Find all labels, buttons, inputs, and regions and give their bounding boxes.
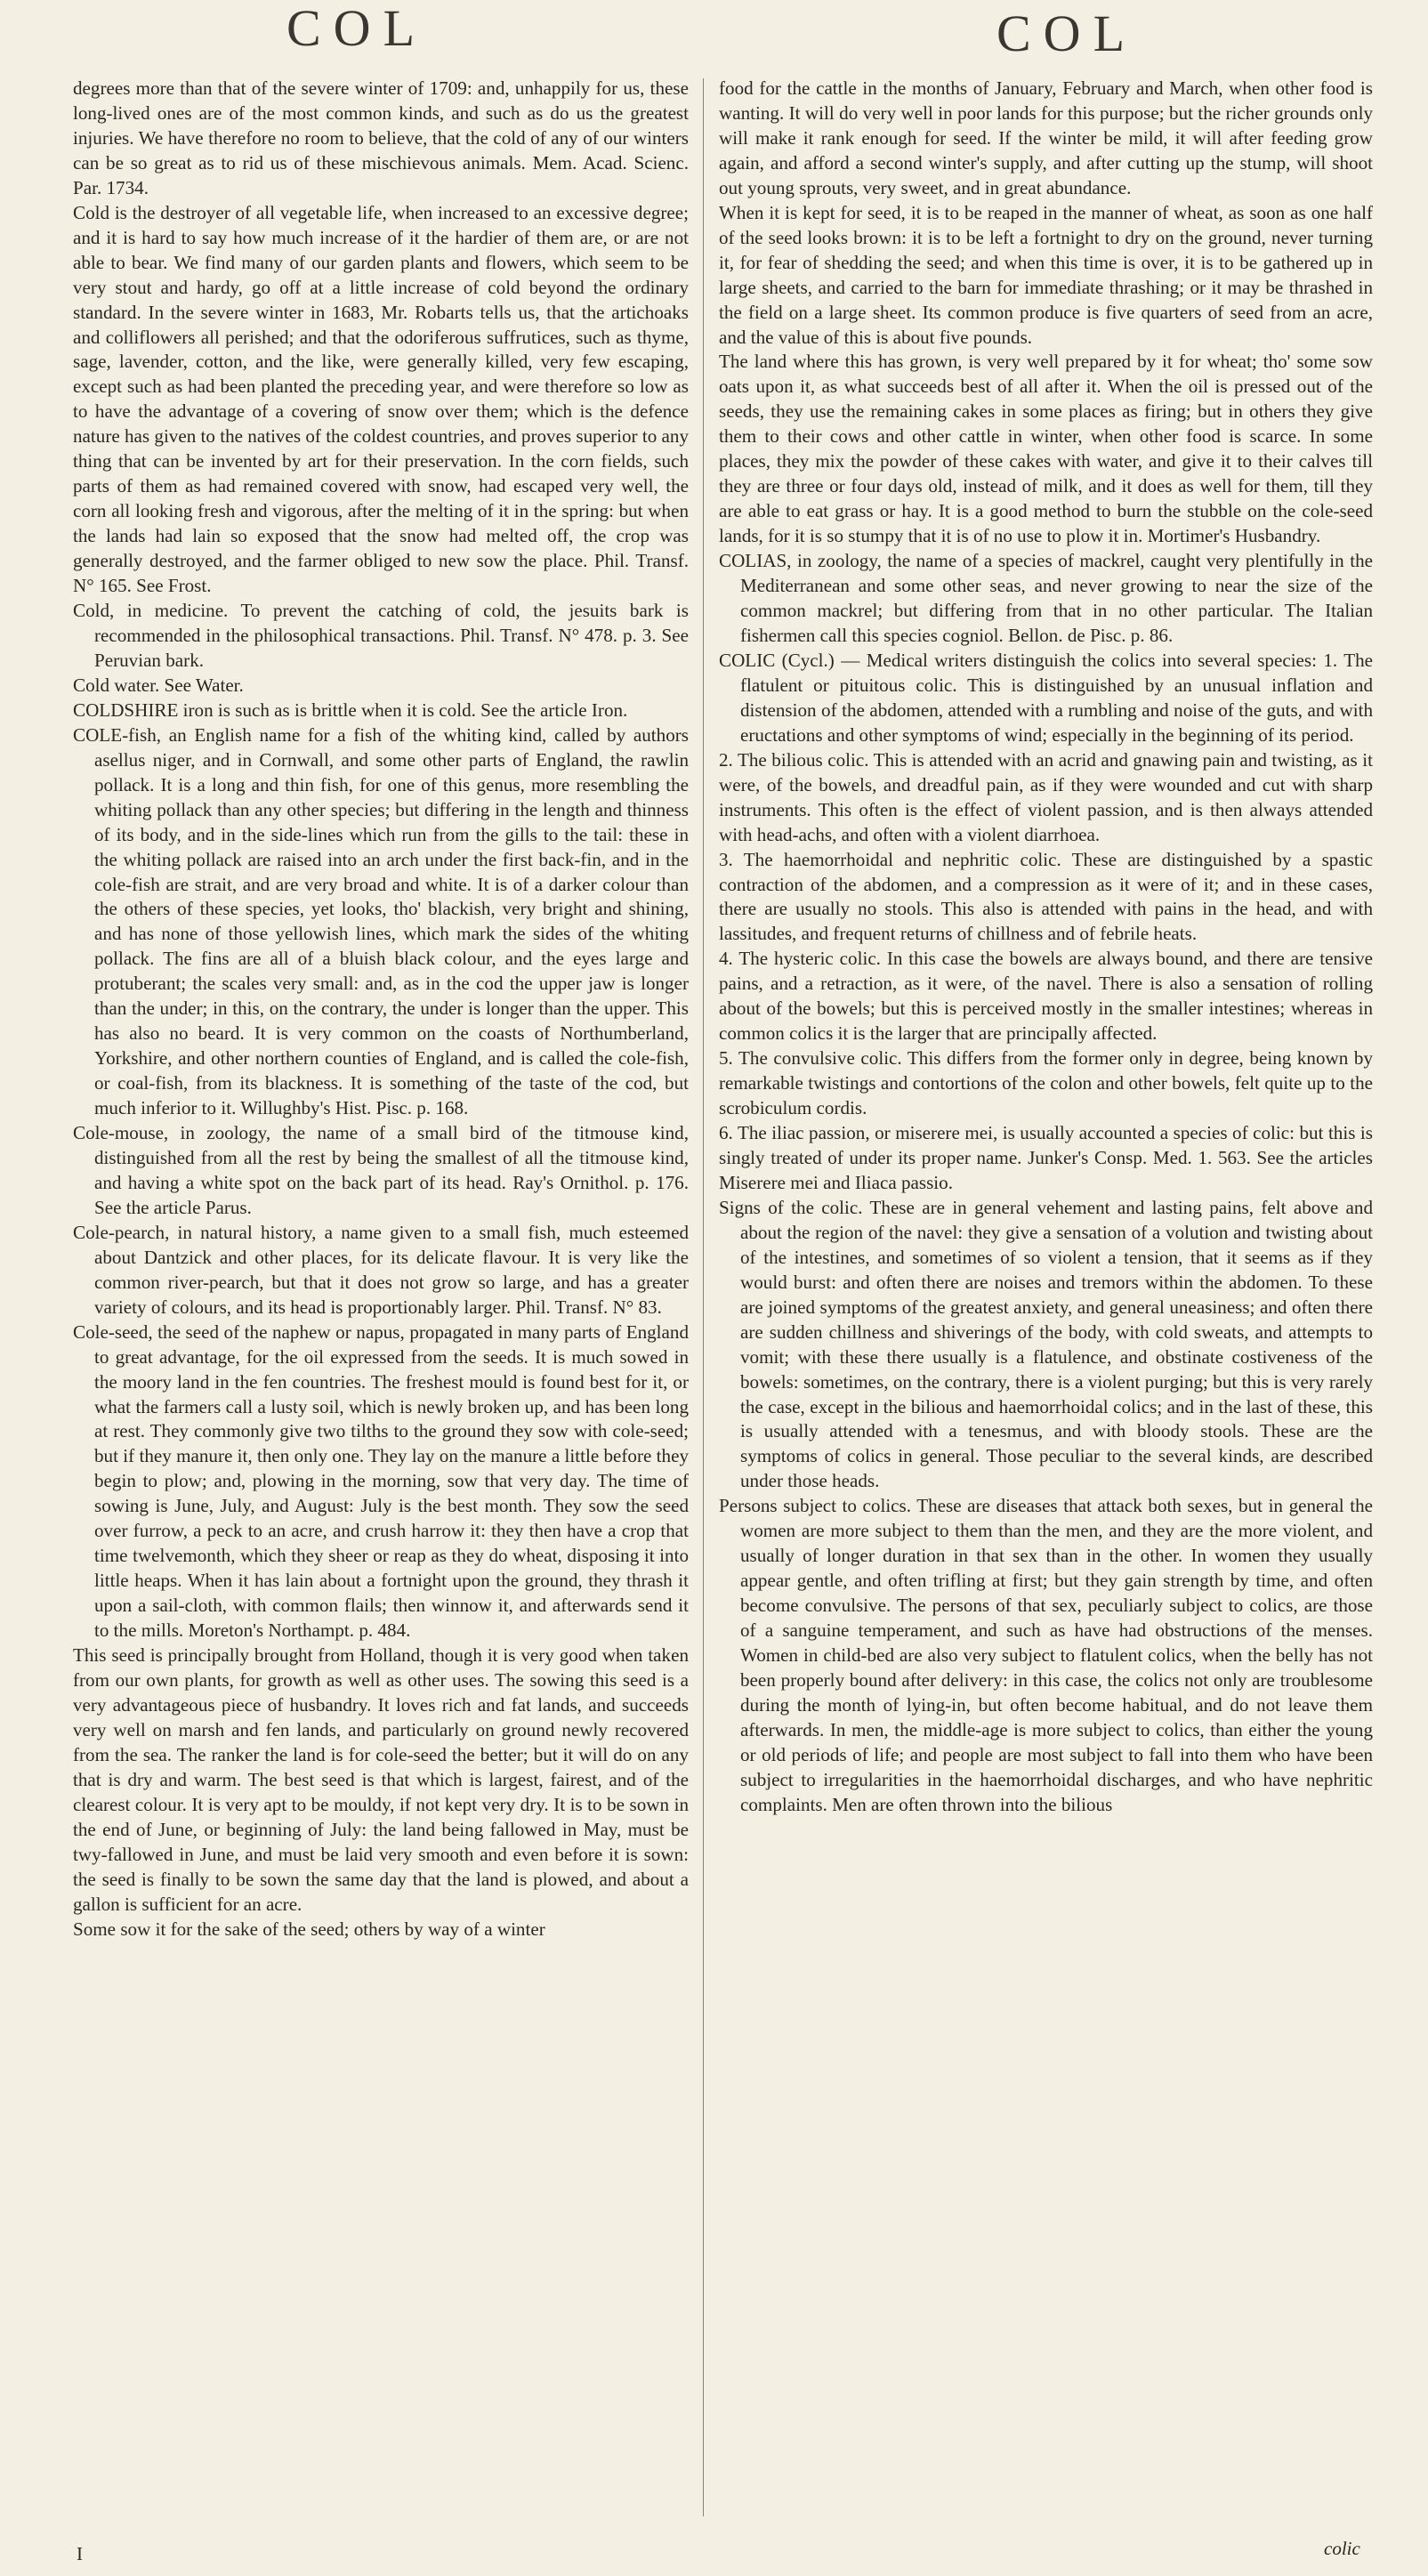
paragraph: 2. The bilious colic. This is attended with an acrid and gnawing pain and twisting, as it were, of the bowels, and dreadful pain, as if they were wounded and cut with sharp instruments. This often is the effect of violent passion, and is then always attended with head-achs, and often with a violent diarrhoea. [719,748,1373,845]
paragraph: food for the cattle in the months of January, February and March, when other food is wanting. It will do very well in poor lands for this purpose; but the richer grounds only will make it rank enough for seed. If the winter be mild, it will after feeding grow again, and afford a second winter's supply, and after cutting up the stump, will shoot out young sprouts, very sweet, and in great abundance. [719,77,1373,198]
paragraph: When it is kept for seed, it is to be reaped in the manner of wheat, as soon as one half of the seed looks brown: it is to be left a fortnight to dry on the ground, never turning it, for fear of shedding the seed; and when this time is over, it is to be gathered up in large sheets, and carried to the barn for immediate thrashing; or it may be thrashed in the field on a large sheet. Its common produce is five quarters of seed from an acre, and the value of this is about five pounds. [719,201,1373,348]
entry-paragraph: COLIC (Cycl.) — Medical writers distinguish the colics into several species: 1. The flatulent or pituitous colic. This is distinguished by an unusual inflation and distension of the abdomen, attended with a rumbling and noise of the guts, and with eructations and other symptoms of wind; especially in the beginning of its period. [719,649,1373,746]
paragraph: Some sow it for the sake of the seed; others by way of a winter [73,1918,545,1940]
entry-paragraph: Cole-mouse, in zoology, the name of a small bird of the titmouse kind, distinguished from all the rest by being the smallest of all the titmouse kind, and having a white spot on the back part of its head. Ray's Ornithol. p. 176. See the article Parus. [73,1122,689,1218]
paragraph: The land where this has grown, is very well prepared by it for wheat; tho' some sow oats upon it, as what succeeds best of all after it. When the oil is pressed out of the seeds, they use the remaining cakes in some places as firing; but in others they give them to their cows and other cattle in winter, when other food is scarce. In some places, they mix the powder of these cakes with water, and give it to their calves till they are three or four days old, instead of milk, and it does as well for them, till they are able to eat grass or hay. It is a good method to burn the stubble on the cole-seed lands, for it is so stumpy that it is of no use to plow it in. Mortimer's Husbandry. [719,351,1373,547]
paragraph: degrees more than that of the severe winter of 1709: and, unhappily for us, these long-lived ones are of the most common kinds, and such as do us the greatest injuries. We have therefore no room to believe, that the cold of any of our winters can be so great as to rid us of these mischievous animals. Mem. Acad. Scienc. Par. 1734. [73,77,689,198]
paragraph: 4. The hysteric colic. In this case the bowels are always bound, and there are tensive pains, and a retraction, as it were, of the navel. There is also a sensation of rolling about of the bowels; but this is perceived mostly in the smaller intestines; whereas in common colics it is the larger that are principally affected. [719,948,1373,1045]
paragraph: Cold is the destroyer of all vegetable life, when increased to an excessive degree; and it is hard to say how much increase of it the hardier of them are, or are not able to bear. We find many of our garden plants and flowers, which seem to be very stout and hardy, go off at a little increase of cold beyond the ordinary standard. In the severe winter in 1683, Mr. Robarts tells us, that the artichoaks and colliflowers all perished; and that the odoriferous suffrutices, such as thyme, sage, lavender, cotton, and the like, were generally killed, very few escaping, except such as had been planted the preceding year, and were therefore so low as to have the advantage of a covering of snow over them; which is the defence nature has given to the natives of the coldest countries, and proves superior to any thing that can be invented by art for their preservation. In the corn fields, such parts of them as had remained covered with snow, had escaped very well, the corn all looking fresh and vigorous, after the melting of it in the spring: but when the lands had lain so exposed that the snow had melted off, the crop was generally destroyed, and the farmer obliged to new sow the place. Phil. Transf. N° 165. See Frost. [73,201,689,597]
paragraph: This seed is principally brought from Holland, though it is very good when taken from our own plants, for growth as well as other uses. The sowing this seed is a very advantageous piece of husbandry. It loves rich and fat lands, and succeeds very well on marsh and fen lands, and particularly on ground newly recovered from the sea. The ranker the land is for cole-seed the better; but it will do on any that is dry and warm. The best seed is that which is largest, fairest, and of the clearest colour. It is very apt to be mouldy, if not kept very dry. It is to be sown in the end of June, or beginning of July: the land being fallowed in May, must be twy-fallowed in June, and must be laid very smooth and even before it is sown: the seed is finally to be sown the same day that the land is plowed, and about a gallon is sufficient for an acre. [73,1644,689,1915]
entry-paragraph: Cold water. See Water. [73,674,244,696]
right-column [719,77,1373,2519]
catchword: colic [1324,2538,1360,2559]
entry-paragraph: Cole-pearch, in natural history, a name given to a small fish, much esteemed about Dantzick and other places, for its delicate flavour. It is very like the common river-pearch, but that it does not grow so large, and has a greater variety of colours, and its head is proportionably larger. Phil. Transf. N° 83. [73,1221,689,1318]
column-rule [703,78,704,2516]
left-column [73,77,689,2519]
entry-paragraph: Cole-seed, the seed of the naphew or napus, propagated in many parts of England to great advantage, for the oil expressed from the seeds. It is much sowed in the moory land in the fen countries. The freshest mould is found best for it, or what the farmers call a lusty soil, which is newly broken up, and has been long at rest. They commonly give two tilths to the ground they sow with cole-seed; but if they manure it, then only one. They lay on the manure a little before they begin to plow; and, plowing in the morning, sow that very day. The time of sowing is June, July, and August: July is the best month. They sow the seed over furrow, a peck to an acre, and crush harrow it: they then have a crop that time twelvemonth, which they sheer or reap as they do wheat, disposing it into little heaps. When it has lain about a fortnight upon the ground, they thrash it upon a sail-cloth, with common flails; then winnow it, and afterwards send it to the mills. Moreton's Northampt. p. 484. [73,1320,689,1642]
paragraph: 6. The iliac passion, or miserere mei, is usually accounted a species of colic: but this is singly treated of under its proper name. Junker's Consp. Med. 1. 563. See the articles Miserere mei and Iliaca passio. [719,1122,1373,1193]
entry-paragraph: COLIAS, in zoology, the name of a species of mackrel, caught very plentifully in the Mediterranean and some other seas, and never growing to near the size of the common mackrel; but differing from that in no other particular. The Italian fishermen call this species cogniol. Bellon. de Pisc. p. 86. [719,550,1373,646]
entry-paragraph: Signs of the colic. These are in general vehement and lasting pains, felt above and about the region of the navel: they give a sensation of a volution and twisting about of the intestines, and sometimes of so violent a tension, that it seems as if they would burst: and often there are noises and tremors within the abdomen. To these are joined symptoms of the greatest anxiety, and general uneasiness; and often there are sudden chillness and shiverings of the body, with cold sweats, and attempts to vomit; with these there usually is a flatulence, and obstinate costiveness of the bowels: sometimes, on the contrary, there is a violent purging; but this is very rarely the case, except in the bilious and haemorrhoidal colics; and in the last of these, this is usually attended with a tenesmus, and with bloody stools. These are the symptoms of colics in general. Those peculiar to the several kinds, are described under those heads. [719,1196,1373,1492]
header-right: COL [996,4,1137,62]
header-left: COL [286,0,427,57]
signature-mark: I [77,2543,83,2564]
entry-paragraph: COLE-fish, an English name for a fish of the whiting kind, called by authors asellus niger, and in Cornwall, and some other parts of England, the rawlin pollack. It is a long and thin fish, for one of this genus, more resembling the whiting pollack than any other species; but differing in the length and thinness of its body, and in the side-lines which run from the gills to the tail: these in the whiting pollack are raised into an arch under the first back-fin, and in the cole-fish are strait, and are very broad and white. It is of a darker colour than the others of these species, yet looks, tho' blackish, very bright and shining, and has none of those yellowish lines, which mark the sides of the whiting pollack. The fins are all of a bluish black colour, and the eyes large and protuberant; the scales very small: and, as in the cod the upper jaw is longer than the under; in this, on the contrary, the under is longer than the upper. This has also no beard. It is very common on the coasts of Northumberland, Yorkshire, and other northern counties of England, and is called the cole-fish, or coal-fish, from its blackness. It is something of the taste of the cod, but much inferior to it. Willughby's Hist. Pisc. p. 168. [73,723,689,1119]
running-header [0,0,1428,62]
entry-paragraph: COLDSHIRE iron is such as is brittle when it is cold. See the article Iron. [73,699,628,721]
paragraph: 5. The convulsive colic. This differs from the former only in degree, being known by remarkable twistings and contortions of the colon and other bowels, felt quite up to the scrobiculum cordis. [719,1047,1373,1119]
entry-paragraph: Persons subject to colics. These are diseases that attack both sexes, but in general the women are more subject to them than the men, and they are the more violent, and usually of longer duration in that sex than in the other. In women they usually appear gentle, and often trifling at first; but they gain strength by time, and often become convulsive. The persons of that sex, peculiarly subject to colics, are those of a sanguine temperament, and such as have had obstructions of the menses. Women in child-bed are also very subject to flatulent colics, when the belly has not been properly bound after delivery: in this case, the colics not only are troublesome during the month of lying-in, but often become habitual, and do not leave them afterwards. In men, the middle-age is more subject to colics, than either the young or old periods of life; and people are most subject to fall into them who have been subject to irregularities in the haemorrhoidal discharges, and who have nephritic complaints. Men are often thrown into the bilious [719,1495,1373,1815]
paragraph: 3. The haemorrhoidal and nephritic colic. These are distinguished by a spastic contraction of the abdomen, and a compression as it were of it; and in these cases, there are usually no stools. This also is attended with pains in the head, and with lassitudes, and frequent returns of chillness and of febrile heats. [719,848,1373,945]
entry-paragraph: Cold, in medicine. To prevent the catching of cold, the jesuits bark is recommended in the philosophical transactions. Phil. Transf. N° 478. p. 3. See Peruvian bark. [73,600,689,671]
